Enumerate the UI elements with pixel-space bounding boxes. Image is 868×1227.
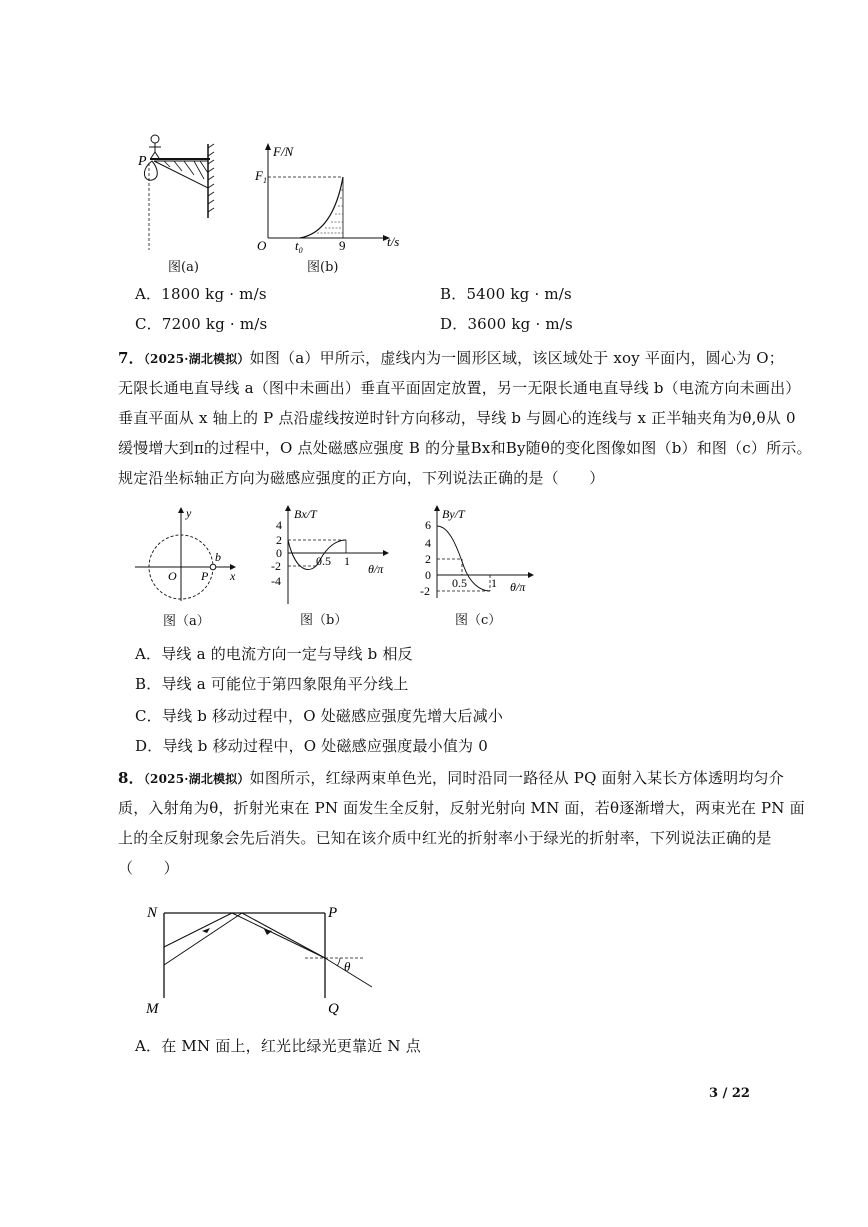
tick-label: 4 — [276, 518, 282, 532]
page-number: 3 / 22 — [709, 1086, 750, 1101]
q7-fig-b-caption: 图（b） — [300, 613, 348, 628]
q7-option-c[interactable]: C．导线 b 移动过程中，O 处磁感应强度先增大后减小 — [135, 707, 504, 725]
q7-figure-a — [130, 505, 245, 605]
q8-figure — [140, 895, 380, 1020]
tick-label: 0.5 — [316, 554, 331, 568]
by-axis-label: By/T — [442, 507, 465, 521]
q6-fig-a-caption: 图(a) — [168, 260, 199, 275]
q7-figure-c — [418, 505, 538, 605]
point-p-label: P — [138, 154, 147, 169]
tick-label: 2 — [425, 552, 431, 566]
theta-label: θ — [344, 959, 351, 974]
tick-label: -2 — [271, 559, 281, 573]
q7-fig-a-caption: 图（a） — [163, 614, 210, 629]
m-label: M — [146, 1001, 159, 1017]
y-axis-label: y — [186, 506, 192, 520]
q8-stem-line-2: 质，入射角为θ，折射光束在 PN 面发生全反射，反射光射向 MN 面，若θ逐渐增大，两束光在 PN 面 — [118, 799, 805, 817]
tick-label: 0 — [425, 568, 431, 582]
f-axis-label: F/N — [273, 144, 294, 159]
q-label: Q — [328, 1001, 339, 1017]
tick-label: 4 — [425, 536, 431, 550]
t-end-label: 9 — [339, 238, 346, 253]
bx-axis-label: Bx/T — [294, 507, 317, 521]
tick-label: 1 — [491, 576, 497, 590]
q6-fig-b-caption: 图(b) — [307, 260, 339, 275]
theta-axis-label: θ/π — [510, 580, 526, 594]
q7-figure-b — [268, 505, 398, 610]
tick-label: 6 — [425, 518, 431, 532]
q8-stem-line-4: （ ） — [118, 859, 179, 877]
q8-stem-line-1: 8．（2025·湖北模拟）如图所示，红绿两束单色光，同时沿同一路径从 PQ 面射入某长方体透明均匀介 — [118, 769, 784, 787]
tick-label: 1 — [344, 554, 350, 568]
q6-option-a[interactable]: A．1800 kg · m/s — [135, 285, 267, 303]
q7-fig-c-caption: 图（c） — [455, 613, 502, 628]
tick-label: -2 — [420, 584, 430, 598]
q7-stem-line-4: 缓慢增大到π的过程中，O 点处磁感应强度 B 的分量Bx和By随θ的变化图像如图（b）和图（c）所示。 — [118, 439, 812, 457]
t-axis-label: t/s — [387, 234, 400, 249]
q6-option-c[interactable]: C．7200 kg · m/s — [135, 315, 268, 333]
q6-figure-b — [255, 140, 415, 255]
p-label: P — [328, 905, 338, 921]
q7-stem-line-5: 规定沿坐标轴正方向为磁感应强度的正方向，下列说法正确的是（ ） — [118, 469, 605, 487]
tick-label: 2 — [276, 533, 282, 547]
f1-label: $F_1$ — [255, 168, 267, 185]
q7-option-d[interactable]: D．导线 b 移动过程中，O 处磁感应强度最小值为 0 — [135, 737, 488, 755]
tick-label: 0 — [276, 546, 282, 560]
o-label: O — [168, 569, 177, 583]
q6-option-b[interactable]: B．5400 kg · m/s — [440, 285, 572, 303]
q7-stem-line-1: 7．（2025·湖北模拟）如图（a）甲所示，虚线内为一圆形区域，该区域处于 xoy 平面内，圆心为 O； — [118, 349, 784, 367]
tick-label: -4 — [271, 574, 281, 588]
n-label: N — [147, 905, 158, 921]
b-label: b — [215, 550, 221, 564]
q8-option-a[interactable]: A．在 MN 面上，红光比绿光更靠近 N 点 — [135, 1037, 421, 1055]
theta-axis-label: θ/π — [368, 562, 384, 576]
origin-label: O — [257, 238, 267, 253]
q7-stem-line-3: 垂直平面从 x 轴上的 P 点沿虚线按逆时针方向移动，导线 b 与圆心的连线与 x 正半轴夹角为θ,θ从 0 — [118, 409, 796, 427]
q8-stem-line-3: 上的全反射现象会先后消失。已知在该介质中红光的折射率小于绿光的折射率，下列说法正确的是 — [118, 829, 772, 847]
q6-option-d[interactable]: D．3600 kg · m/s — [440, 315, 573, 333]
q6-figure-a — [130, 130, 230, 255]
q7-option-b[interactable]: B．导线 a 可能位于第四象限角平分线上 — [135, 675, 409, 693]
tick-label: 0.5 — [452, 576, 467, 590]
x-axis-label: x — [230, 569, 236, 583]
q7-stem-line-2: 无限长通电直导线 a（图中未画出）垂直平面固定放置，另一无限长通电直导线 b（电流方向未画出） — [118, 379, 801, 397]
q7-option-a[interactable]: A．导线 a 的电流方向一定与导线 b 相反 — [135, 645, 413, 663]
p-label: P — [201, 569, 209, 583]
t0-label: $t_0$ — [295, 238, 303, 255]
